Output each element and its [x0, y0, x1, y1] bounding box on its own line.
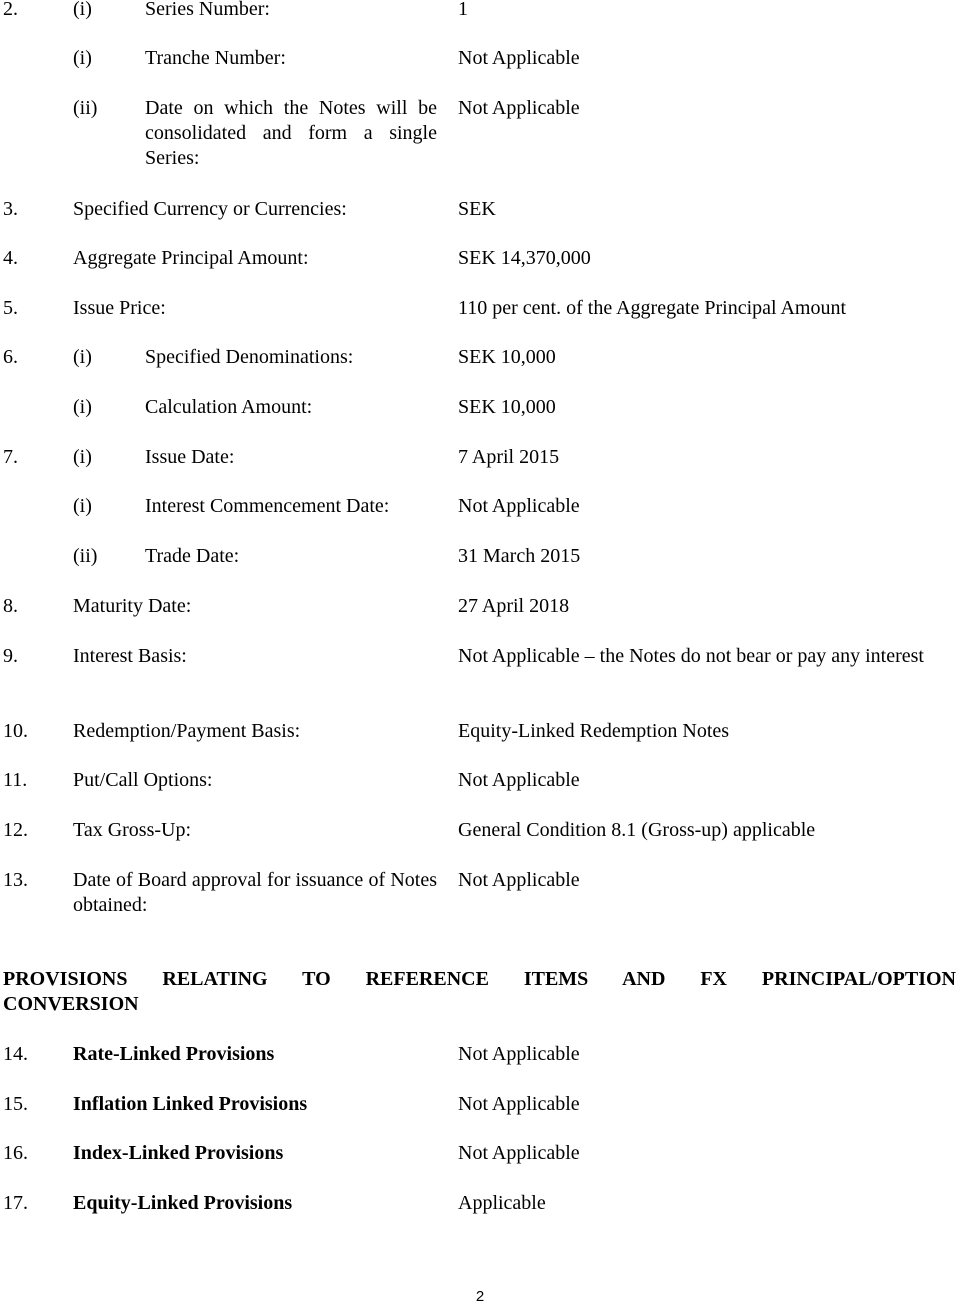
- item-label: Interest Commencement Date:: [145, 495, 390, 517]
- item-value: SEK 10,000: [458, 396, 556, 418]
- item-label: Put/Call Options:: [73, 769, 213, 791]
- sub-item-marker: (ii): [73, 97, 98, 119]
- sub-item-marker: (i): [73, 495, 92, 517]
- item-label: Tranche Number:: [145, 47, 286, 69]
- item-number: 7.: [3, 446, 18, 468]
- item-value: SEK 10,000: [458, 346, 556, 368]
- item-value: Not Applicable: [458, 869, 580, 891]
- item-value: Not Applicable: [458, 1142, 580, 1164]
- item-number: 11.: [3, 769, 28, 791]
- item-value: Applicable: [458, 1192, 546, 1214]
- section-heading-line1: PROVISIONS RELATING TO REFERENCE ITEMS AND FX PRINCIPAL/OPTION: [3, 968, 956, 990]
- item-label: Aggregate Principal Amount:: [73, 247, 309, 269]
- item-label: Issue Price:: [73, 297, 166, 319]
- item-value: 31 March 2015: [458, 545, 581, 567]
- item-value: General Condition 8.1 (Gross-up) applicable: [458, 819, 816, 841]
- item-number: 9.: [3, 645, 18, 667]
- item-label: Redemption/Payment Basis:: [73, 720, 301, 742]
- item-number: 3.: [3, 198, 18, 220]
- item-value: Not Applicable: [458, 769, 580, 791]
- item-number: 15.: [3, 1093, 28, 1115]
- page-number: 2: [475, 1288, 485, 1305]
- item-number: 13.: [3, 869, 28, 891]
- item-value: 27 April 2018: [458, 595, 570, 617]
- item-value: SEK: [458, 198, 496, 220]
- item-label: Specified Denominations:: [145, 346, 354, 368]
- item-value: Not Applicable: [458, 495, 580, 517]
- item-number: 16.: [3, 1142, 28, 1164]
- item-value: Not Applicable: [458, 47, 580, 69]
- sub-item-marker: (i): [73, 0, 92, 20]
- item-value: SEK 14,370,000: [458, 247, 591, 269]
- sub-item-marker: (i): [73, 396, 92, 418]
- section-heading-line2: CONVERSION: [3, 993, 139, 1015]
- item-number: 8.: [3, 595, 18, 617]
- item-label: Trade Date:: [145, 545, 240, 567]
- sub-item-marker: (i): [73, 47, 92, 69]
- item-value: Not Applicable – the Notes do not bear or pay any interest: [458, 645, 924, 667]
- item-number: 4.: [3, 247, 18, 269]
- sub-item-marker: (i): [73, 346, 92, 368]
- item-label: Rate-Linked Provisions: [73, 1043, 275, 1065]
- item-label: Tax Gross-Up:: [73, 819, 192, 841]
- item-number: 17.: [3, 1192, 28, 1214]
- item-label: Interest Basis:: [73, 645, 187, 667]
- item-label: Equity-Linked Provisions: [73, 1192, 293, 1214]
- item-value: Not Applicable: [458, 97, 580, 119]
- item-label: Date on which the Notes will be consolidated and form a single Series:: [145, 97, 437, 169]
- item-value: 1: [458, 0, 468, 20]
- item-value: 110 per cent. of the Aggregate Principal Amount: [458, 297, 847, 319]
- item-label: Maturity Date:: [73, 595, 192, 617]
- item-number: 6.: [3, 346, 18, 368]
- item-number: 10.: [3, 720, 28, 742]
- item-label: Specified Currency or Currencies:: [73, 198, 347, 220]
- item-number: 5.: [3, 297, 18, 319]
- item-number: 14.: [3, 1043, 28, 1065]
- item-label: Issue Date:: [145, 446, 235, 468]
- item-label: Inflation Linked Provisions: [73, 1093, 308, 1115]
- item-value: Not Applicable: [458, 1043, 580, 1065]
- item-number: 2.: [3, 0, 18, 20]
- item-value: Not Applicable: [458, 1093, 580, 1115]
- item-label: Date of Board approval for issuance of Notes obtained:: [73, 869, 437, 916]
- sub-item-marker: (i): [73, 446, 92, 468]
- item-value: 7 April 2015: [458, 446, 560, 468]
- item-value: Equity-Linked Redemption Notes: [458, 720, 730, 742]
- item-number: 12.: [3, 819, 28, 841]
- sub-item-marker: (ii): [73, 545, 98, 567]
- item-label: Calculation Amount:: [145, 396, 313, 418]
- item-label: Series Number:: [145, 0, 270, 20]
- item-label: Index-Linked Provisions: [73, 1142, 284, 1164]
